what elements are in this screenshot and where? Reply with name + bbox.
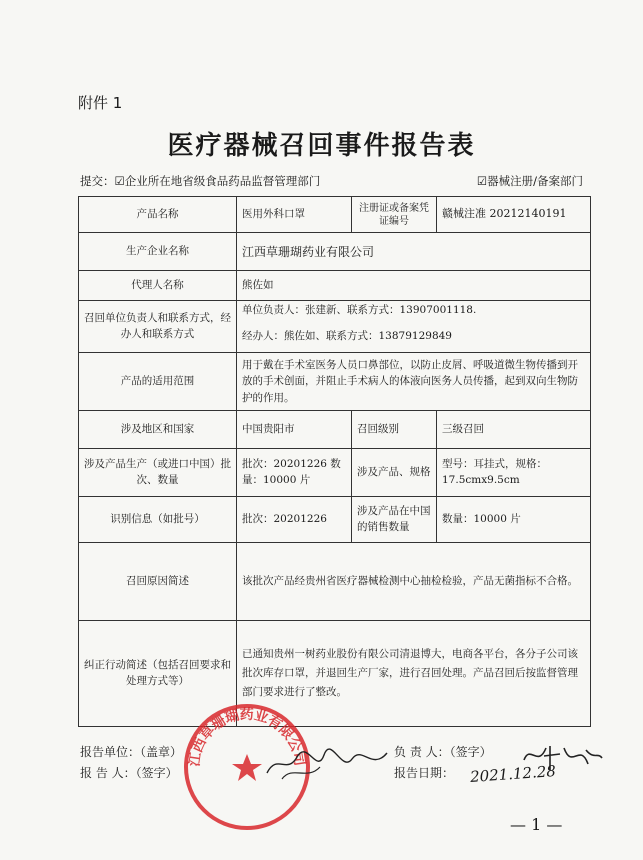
table-row bbox=[79, 543, 591, 621]
table-row bbox=[79, 197, 591, 233]
report-date-value: 2021.12.28 bbox=[469, 762, 557, 786]
head-label: 负 责 人：（签字） bbox=[394, 745, 492, 759]
reg-no-label: 注册证或备案凭证编号 bbox=[352, 197, 437, 233]
ident-value: 批次：20201226 bbox=[237, 497, 352, 543]
spec-label: 涉及产品、规格 bbox=[352, 449, 437, 497]
reason-label: 召回原因简述 bbox=[79, 543, 237, 621]
manufacturer-label: 生产企业名称 bbox=[79, 233, 237, 271]
submit-to-province: 提交：☑企业所在地省级食品药品监督管理部门 bbox=[80, 174, 321, 188]
product-name-value: 医用外科口罩 bbox=[237, 197, 352, 233]
table-row bbox=[79, 271, 591, 301]
table-row bbox=[79, 621, 591, 727]
manufacturer-value: 江西草珊瑚药业有限公司 bbox=[237, 233, 591, 271]
seal-text: 江西草珊瑚药业有限公司 bbox=[186, 706, 308, 768]
sales-value: 数量：10000 片 bbox=[437, 497, 591, 543]
page-title: 医疗器械召回事件报告表 bbox=[167, 131, 476, 161]
batch-label: 涉及产品生产（或进口中国）批次、数量 bbox=[79, 449, 237, 497]
agent-label: 代理人名称 bbox=[79, 271, 237, 301]
company-signature-icon bbox=[262, 745, 392, 785]
action-label: 纠正行动简述（包括召回要求和处理方式等） bbox=[79, 621, 237, 727]
contact-label: 召回单位负责人和联系方式，经办人和联系方式 bbox=[79, 301, 237, 353]
region-value: 中国贵阳市 bbox=[237, 411, 352, 449]
product-name-label: 产品名称 bbox=[79, 197, 237, 233]
table-row bbox=[79, 411, 591, 449]
head-signature-icon bbox=[520, 740, 605, 775]
sales-label: 涉及产品在中国的销售数量 bbox=[352, 497, 437, 543]
reporter-label: 报 告 人：（签字） bbox=[80, 766, 178, 780]
report-date-label: 报告日期： bbox=[394, 766, 455, 780]
annex-label: 附件 1 bbox=[78, 94, 123, 112]
agent-value: 熊佐如 bbox=[237, 271, 591, 301]
table-row bbox=[79, 301, 591, 353]
batch-value: 批次：20201226 数量：10000 片 bbox=[237, 449, 352, 497]
scope-value: 用于戴在手术室医务人员口鼻部位，以防止皮屑、呼吸道微生物传播到开放的手术创面，并阻止手术病人的体液向医务人员传播，起到双向生物防护的作用。 bbox=[237, 353, 591, 411]
contact-line-2: 经办人：熊佐如、联系方式：13879129849 bbox=[242, 329, 452, 342]
table-row bbox=[79, 233, 591, 271]
level-label: 召回级别 bbox=[352, 411, 437, 449]
table-row bbox=[79, 497, 591, 543]
level-value: 三级召回 bbox=[437, 411, 591, 449]
contact-line-1: 单位负责人：张建新、联系方式：13907001118. bbox=[242, 304, 477, 316]
spec-value: 型号：耳挂式，规格：17.5cmx9.5cm bbox=[437, 449, 591, 497]
page-number: — 1 — bbox=[510, 815, 563, 834]
reason-value: 该批次产品经贵州省医疗器械检测中心抽检检验，产品无菌指标不合格。 bbox=[237, 543, 591, 621]
reg-no-value: 赣械注准 20212140191 bbox=[437, 197, 591, 233]
report-unit-label: 报告单位：（盖章） bbox=[80, 745, 183, 759]
action-value: 已通知贵州一树药业股份有限公司清退博大，电商各平台，各分子公司该批次库存口罩，并退回生产厂家，进行召回处理。产品召回后按监督管理部门要求进行了整改。 bbox=[237, 621, 591, 727]
ident-label: 识别信息（如批号） bbox=[79, 497, 237, 543]
contact-value bbox=[237, 301, 591, 353]
scope-label: 产品的适用范围 bbox=[79, 353, 237, 411]
table-row bbox=[79, 449, 591, 497]
recall-report-table bbox=[78, 196, 591, 727]
table-row bbox=[79, 353, 591, 411]
region-label: 涉及地区和国家 bbox=[79, 411, 237, 449]
submit-to-registration: ☑器械注册/备案部门 bbox=[476, 174, 583, 188]
